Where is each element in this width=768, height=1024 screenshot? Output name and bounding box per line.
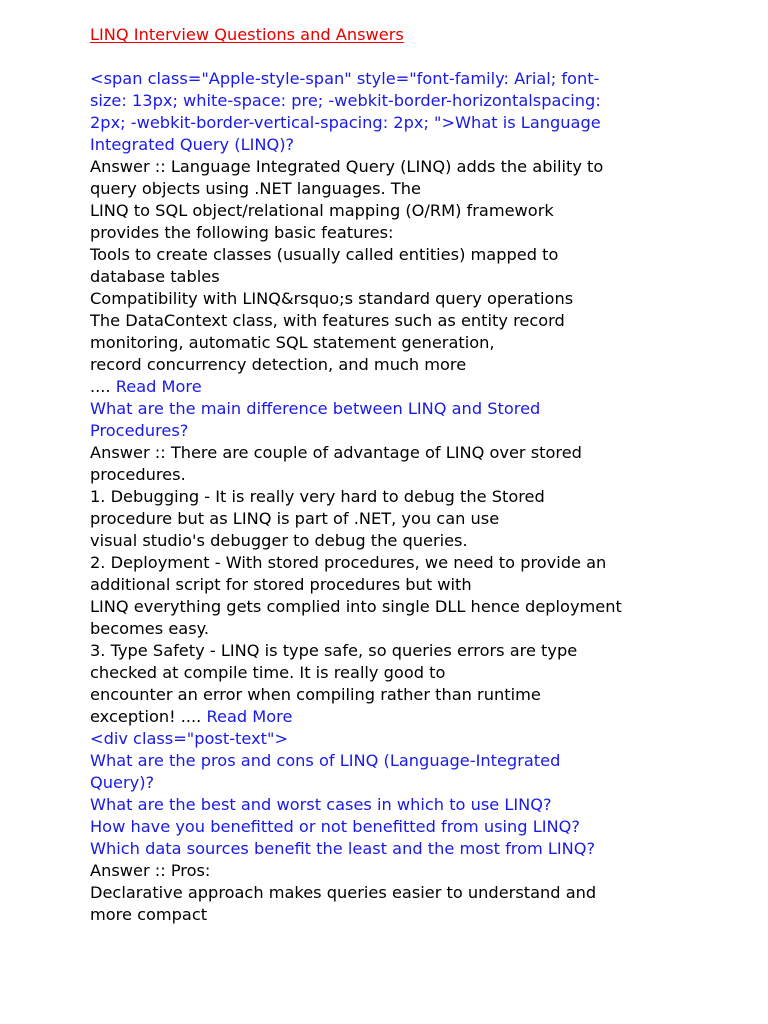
text-line xyxy=(90,794,750,816)
text-line xyxy=(90,684,750,706)
text-line xyxy=(90,398,750,420)
answer-text: record concurrency detection, and much more xyxy=(90,355,467,374)
answer-text: The DataContext class, with features such as entity record xyxy=(90,311,565,330)
text-line xyxy=(90,112,750,134)
question-text: 2px; -webkit-border-vertical-spacing: 2px; ">What is Language xyxy=(90,113,601,132)
question-text: Procedures? xyxy=(90,421,189,440)
text-line xyxy=(90,90,750,112)
text-line xyxy=(90,596,750,618)
text-line xyxy=(90,530,750,552)
text-line xyxy=(90,244,750,266)
answer-text: Compatibility with LINQ&rsquo;s standard query operations xyxy=(90,289,574,308)
answer-text: provides the following basic features: xyxy=(90,223,394,242)
text-line xyxy=(90,882,750,904)
answer-text: 1. Debugging - It is really very hard to debug the Stored xyxy=(90,487,545,506)
page-title: LINQ Interview Questions and Answers xyxy=(90,25,404,44)
text-line xyxy=(90,486,750,508)
text-line xyxy=(90,376,750,398)
answer-text: Declarative approach makes queries easier to understand and xyxy=(90,883,597,902)
text-line xyxy=(90,178,750,200)
question-text: Query)? xyxy=(90,773,155,792)
text-line xyxy=(90,640,750,662)
text-line xyxy=(90,134,750,156)
question-text: size: 13px; white-space: pre; -webkit-border-horizontalspacing: xyxy=(90,91,601,110)
text-line xyxy=(90,750,750,772)
question-text: Integrated Query (LINQ)? xyxy=(90,135,295,154)
text-line xyxy=(90,222,750,244)
read-more-link[interactable]: Read More xyxy=(115,377,202,396)
text-line xyxy=(90,574,750,596)
text-line xyxy=(90,508,750,530)
text-line xyxy=(90,354,750,376)
text-line xyxy=(90,838,750,860)
question-text: What are the main difference between LINQ and Stored xyxy=(90,399,541,418)
text-line xyxy=(90,68,750,90)
text-line xyxy=(90,706,750,728)
answer-text: exception! .... xyxy=(90,707,207,726)
answer-text: Answer :: Pros: xyxy=(90,861,211,880)
answer-text: monitoring, automatic SQL statement generation, xyxy=(90,333,495,352)
blank-line xyxy=(90,46,750,68)
text-line xyxy=(90,904,750,926)
question-text: How have you benefitted or not benefitted from using LINQ? xyxy=(90,817,580,836)
answer-text: 2. Deployment - With stored procedures, we need to provide an xyxy=(90,553,607,572)
text-line xyxy=(90,552,750,574)
answer-text: procedures. xyxy=(90,465,186,484)
text-line xyxy=(90,200,750,222)
answer-text: checked at compile time. It is really good to xyxy=(90,663,446,682)
answer-text: visual studio's debugger to debug the queries. xyxy=(90,531,468,550)
question-text: <div class="post-text"> xyxy=(90,729,289,748)
answer-text: encounter an error when compiling rather than runtime xyxy=(90,685,541,704)
answer-text: LINQ to SQL object/relational mapping (O/RM) framework xyxy=(90,201,554,220)
answer-text: becomes easy. xyxy=(90,619,210,638)
text-line xyxy=(90,156,750,178)
answer-text: .... xyxy=(90,377,116,396)
text-line xyxy=(90,860,750,882)
question-text: What are the pros and cons of LINQ (Language-Integrated xyxy=(90,751,561,770)
answer-text: more compact xyxy=(90,905,208,924)
read-more-link[interactable]: Read More xyxy=(206,707,293,726)
document-page xyxy=(90,24,750,926)
text-line xyxy=(90,266,750,288)
text-line xyxy=(90,464,750,486)
text-line xyxy=(90,772,750,794)
text-line xyxy=(90,332,750,354)
answer-text: Answer :: There are couple of advantage of LINQ over stored xyxy=(90,443,582,462)
text-line xyxy=(90,442,750,464)
answer-text: query objects using .NET languages. The xyxy=(90,179,421,198)
text-line xyxy=(90,618,750,640)
answer-text: 3. Type Safety - LINQ is type safe, so queries errors are type xyxy=(90,641,578,660)
text-line xyxy=(90,816,750,838)
answer-text: Tools to create classes (usually called entities) mapped to xyxy=(90,245,559,264)
question-text: Which data sources benefit the least and the most from LINQ? xyxy=(90,839,596,858)
question-text: What are the best and worst cases in which to use LINQ? xyxy=(90,795,552,814)
answer-text: LINQ everything gets complied into single DLL hence deployment xyxy=(90,597,622,616)
answer-text: database tables xyxy=(90,267,220,286)
text-line xyxy=(90,728,750,750)
text-line xyxy=(90,310,750,332)
document-body xyxy=(90,68,750,926)
answer-text: Answer :: Language Integrated Query (LINQ) adds the ability to xyxy=(90,157,604,176)
answer-text: procedure but as LINQ is part of .NET, you can use xyxy=(90,509,500,528)
answer-text: additional script for stored procedures but with xyxy=(90,575,472,594)
question-text: <span class="Apple-style-span" style="font-family: Arial; font- xyxy=(90,69,600,88)
text-line xyxy=(90,662,750,684)
text-line xyxy=(90,288,750,310)
text-line xyxy=(90,420,750,442)
